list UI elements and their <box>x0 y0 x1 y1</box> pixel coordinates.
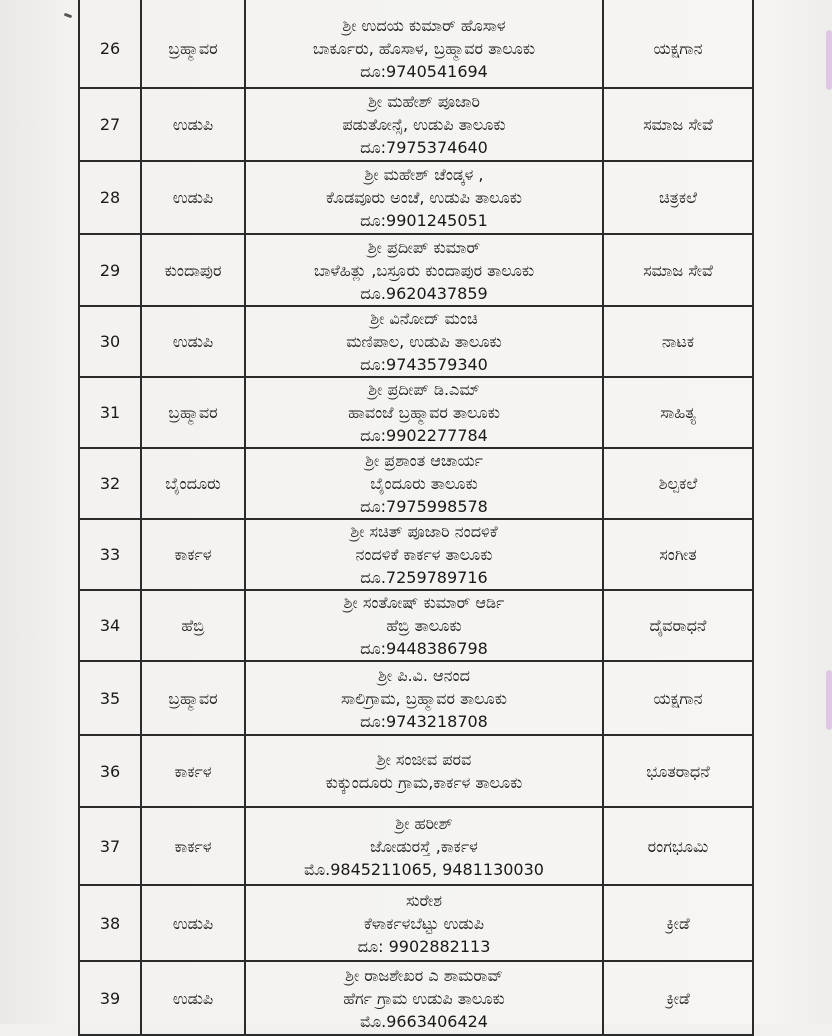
row-number: 27 <box>79 88 141 161</box>
taluk-cell: ಕುಂದಾಪುರ <box>141 234 245 306</box>
address-line: ದೂ:9448386798 <box>360 639 488 658</box>
name-address-cell <box>245 88 603 161</box>
taluk-cell: ಉಡುಪಿ <box>141 161 245 234</box>
stamp-mark <box>826 670 832 730</box>
table-row <box>79 448 753 519</box>
address-line: ದೂ:9740541694 <box>360 62 488 81</box>
table-body <box>79 0 753 1035</box>
row-number: 36 <box>79 735 141 807</box>
address-line: ಬಾಳೆಹಿತ್ಲು ,ಬಸ್ರೂರು ಕುಂದಾಪುರ ತಾಲೂಕು <box>313 260 535 280</box>
name-address-cell <box>245 519 603 590</box>
name-address-cell <box>245 377 603 448</box>
taluk-cell: ಉಡುಪಿ <box>141 961 245 1035</box>
address-line: ದೂ:7975374640 <box>360 138 488 157</box>
address-line: ಕುಕ್ಕುಂದೂರು ಗ್ರಾಮ,ಕಾರ್ಕಳ ತಾಲೂಕು <box>325 773 523 792</box>
field-cell: ಕ್ರೀಡೆ <box>603 885 753 961</box>
row-number: 26 <box>79 0 141 88</box>
row-number: 37 <box>79 807 141 885</box>
address-line: ದೂ:9901245051 <box>360 211 488 230</box>
table-row <box>79 519 753 590</box>
taluk-cell: ಉಡುಪಿ <box>141 306 245 377</box>
taluk-cell: ಕಾರ್ಕಳ <box>141 735 245 807</box>
row-number: 29 <box>79 234 141 306</box>
table-row <box>79 807 753 885</box>
address-line: ಜೋಡುರಸ್ತೆ ,ಕಾರ್ಕಳ <box>370 836 478 856</box>
row-number: 30 <box>79 306 141 377</box>
address-line: ದೂ.9620437859 <box>360 283 488 303</box>
table-row <box>79 377 753 448</box>
address-line: ದೂ:9743579340 <box>360 355 488 374</box>
table-row <box>79 88 753 161</box>
name-address-cell <box>245 0 603 88</box>
taluk-cell: ಕಾರ್ಕಳ <box>141 807 245 885</box>
field-cell: ಕ್ರೀಡೆ <box>603 961 753 1035</box>
awardee-name: ಶ್ರೀ ಪ್ರಶಾಂತ ಆಚಾರ್ಯ <box>365 451 483 470</box>
field-cell: ನಾಟಕ <box>603 306 753 377</box>
awardee-name: ಶ್ರೀ ಪಿ.ವಿ. ಆನಂದ <box>378 665 470 685</box>
name-address-cell <box>245 807 603 885</box>
taluk-cell: ಬ್ರಹ್ಮಾವರ <box>141 377 245 448</box>
address-line: ಪಡುತೋನ್ಸೆ, ಉಡುಪಿ ತಾಲೂಕು <box>342 115 506 134</box>
row-number: 32 <box>79 448 141 519</box>
table-row <box>79 0 753 88</box>
name-address-cell <box>245 448 603 519</box>
name-address-cell <box>245 590 603 661</box>
awardee-table <box>78 0 754 1036</box>
field-cell: ದೈವರಾಧನೆ <box>603 590 753 661</box>
address-line: ಬಾರ್ಕೂರು, ಹೊಸಾಳ, ಬ್ರಹ್ಮಾವರ ತಾಲೂಕು <box>312 39 536 58</box>
taluk-cell: ಉಡುಪಿ <box>141 885 245 961</box>
taluk-cell: ಬ್ರಹ್ಮಾವರ <box>141 661 245 735</box>
table-row <box>79 735 753 807</box>
awardee-name: ಶ್ರೀ ಸಚಿತ್ ಪೂಜಾರಿ ನಂದಳಿಕೆ <box>350 522 498 541</box>
row-number: 35 <box>79 661 141 735</box>
table-row <box>79 590 753 661</box>
awardee-name: ಶ್ರೀ ಉದಯ ಕುಮಾರ್ ಹೊಸಾಳ <box>342 16 506 35</box>
row-number: 39 <box>79 961 141 1035</box>
field-cell: ಯಕ್ಷಗಾನ <box>603 661 753 735</box>
address-line: ದೂ.7259789716 <box>360 568 488 587</box>
address-line: ಕೆಳಾರ್ಕಳಬೆಟ್ಟು ಉಡುಪಿ <box>363 913 485 933</box>
row-number: 33 <box>79 519 141 590</box>
address-line: ಹೆಬ್ರಿ ತಾಲೂಕು <box>386 616 462 635</box>
field-cell: ಸಮಾಜ ಸೇವೆ <box>603 88 753 161</box>
taluk-cell: ಉಡುಪಿ <box>141 88 245 161</box>
awardee-name: ಶ್ರೀ ಪ್ರದೀಪ್ ಕುಮಾರ್ <box>367 237 481 257</box>
taluk-cell: ಬ್ರಹ್ಮಾವರ <box>141 0 245 88</box>
table-row <box>79 161 753 234</box>
awardee-name: ಶ್ರೀ ಸಂಜೀವ ಪರವ <box>376 750 472 769</box>
address-line: ಸಾಲಿಗ್ರಾಮ, ಬ್ರಹ್ಮಾವರ ತಾಲೂಕು <box>341 688 507 708</box>
awardee-name: ಶ್ರೀ ಪ್ರದೀಪ್ ಡಿ.ಎಮ್ <box>368 380 480 399</box>
address-line: ಮೊ.9845211065, 9481130030 <box>304 859 544 879</box>
address-line: ದೂ: 9902882113 <box>357 936 491 956</box>
row-number: 34 <box>79 590 141 661</box>
awardee-name: ಶ್ರೀ ಮಹೇಶ್ ಚೆಂಡ್ಕಳ , <box>364 165 484 184</box>
field-cell: ಚಿತ್ರಕಲೆ <box>603 161 753 234</box>
address-line: ಬೈಂದೂರು ತಾಲೂಕು <box>370 474 478 493</box>
taluk-cell: ಬೈಂದೂರು <box>141 448 245 519</box>
name-address-cell <box>245 885 603 961</box>
address-line: ಮಣಿಪಾಲ, ಉಡುಪಿ ತಾಲೂಕು <box>346 332 502 351</box>
table-row <box>79 885 753 961</box>
name-address-cell <box>245 234 603 306</box>
address-line: ದೂ:7975998578 <box>360 497 488 516</box>
row-number: 31 <box>79 377 141 448</box>
field-cell: ರಂಗಭೂಮಿ <box>603 807 753 885</box>
row-number: 28 <box>79 161 141 234</box>
name-address-cell <box>245 161 603 234</box>
field-cell: ಭೂತರಾಧನೆ <box>603 735 753 807</box>
table-row <box>79 661 753 735</box>
address-line: ಹೆರ್ಗ ಗ್ರಾಮ ಉಡುಪಿ ತಾಲೂಕು <box>343 988 505 1008</box>
awardee-name: ಶ್ರೀ ರಾಜಶೇಖರ ಎ ಶಾಮರಾವ್ <box>345 965 503 985</box>
address-line: ಮೊ.9663406424 <box>359 1011 488 1031</box>
name-address-cell <box>245 735 603 807</box>
awardee-name: ಶ್ರೀ ವಿನೋದ್ ಮಂಚಿ <box>370 309 478 328</box>
field-cell: ಸಮಾಜ ಸೇವೆ <box>603 234 753 306</box>
awardee-name: ಶ್ರೀ ಮಹೇಶ್ ಪೂಜಾರಿ <box>368 92 480 111</box>
table-row <box>79 234 753 306</box>
awardee-name: ಶ್ರೀ ಸಂತೋಷ್ ಕುಮಾರ್ ಆರ್ಡಿ <box>343 593 505 612</box>
name-address-cell <box>245 306 603 377</box>
field-cell: ಸಾಹಿತ್ಯ <box>603 377 753 448</box>
address-line: ಹಾವಂಜೆ ಬ್ರಹ್ಮಾವರ ತಾಲೂಕು <box>348 403 500 422</box>
taluk-cell: ಕಾರ್ಕಳ <box>141 519 245 590</box>
field-cell: ಯಕ್ಷಗಾನ <box>603 0 753 88</box>
address-line: ಕೊಡವೂರು ಅಂಚೆ, ಉಡುಪಿ ತಾಲೂಕು <box>326 188 522 207</box>
stamp-mark <box>826 30 832 90</box>
table-row <box>79 306 753 377</box>
field-cell: ಸಂಗೀತ <box>603 519 753 590</box>
field-cell: ಶಿಲ್ಪಕಲೆ <box>603 448 753 519</box>
address-line: ದೂ:9902277784 <box>360 426 488 445</box>
name-address-cell <box>245 661 603 735</box>
awardee-name: ಸುರೇಶ <box>405 890 443 910</box>
address-line: ದೂ:9743218708 <box>360 711 488 731</box>
taluk-cell: ಹೆಬ್ರಿ <box>141 590 245 661</box>
address-line: ನಂದಳಿಕೆ ಕಾರ್ಕಳ ತಾಲೂಕು <box>355 545 493 564</box>
row-number: 38 <box>79 885 141 961</box>
awardee-name: ಶ್ರೀ ಹರೀಶ್ <box>395 813 453 833</box>
